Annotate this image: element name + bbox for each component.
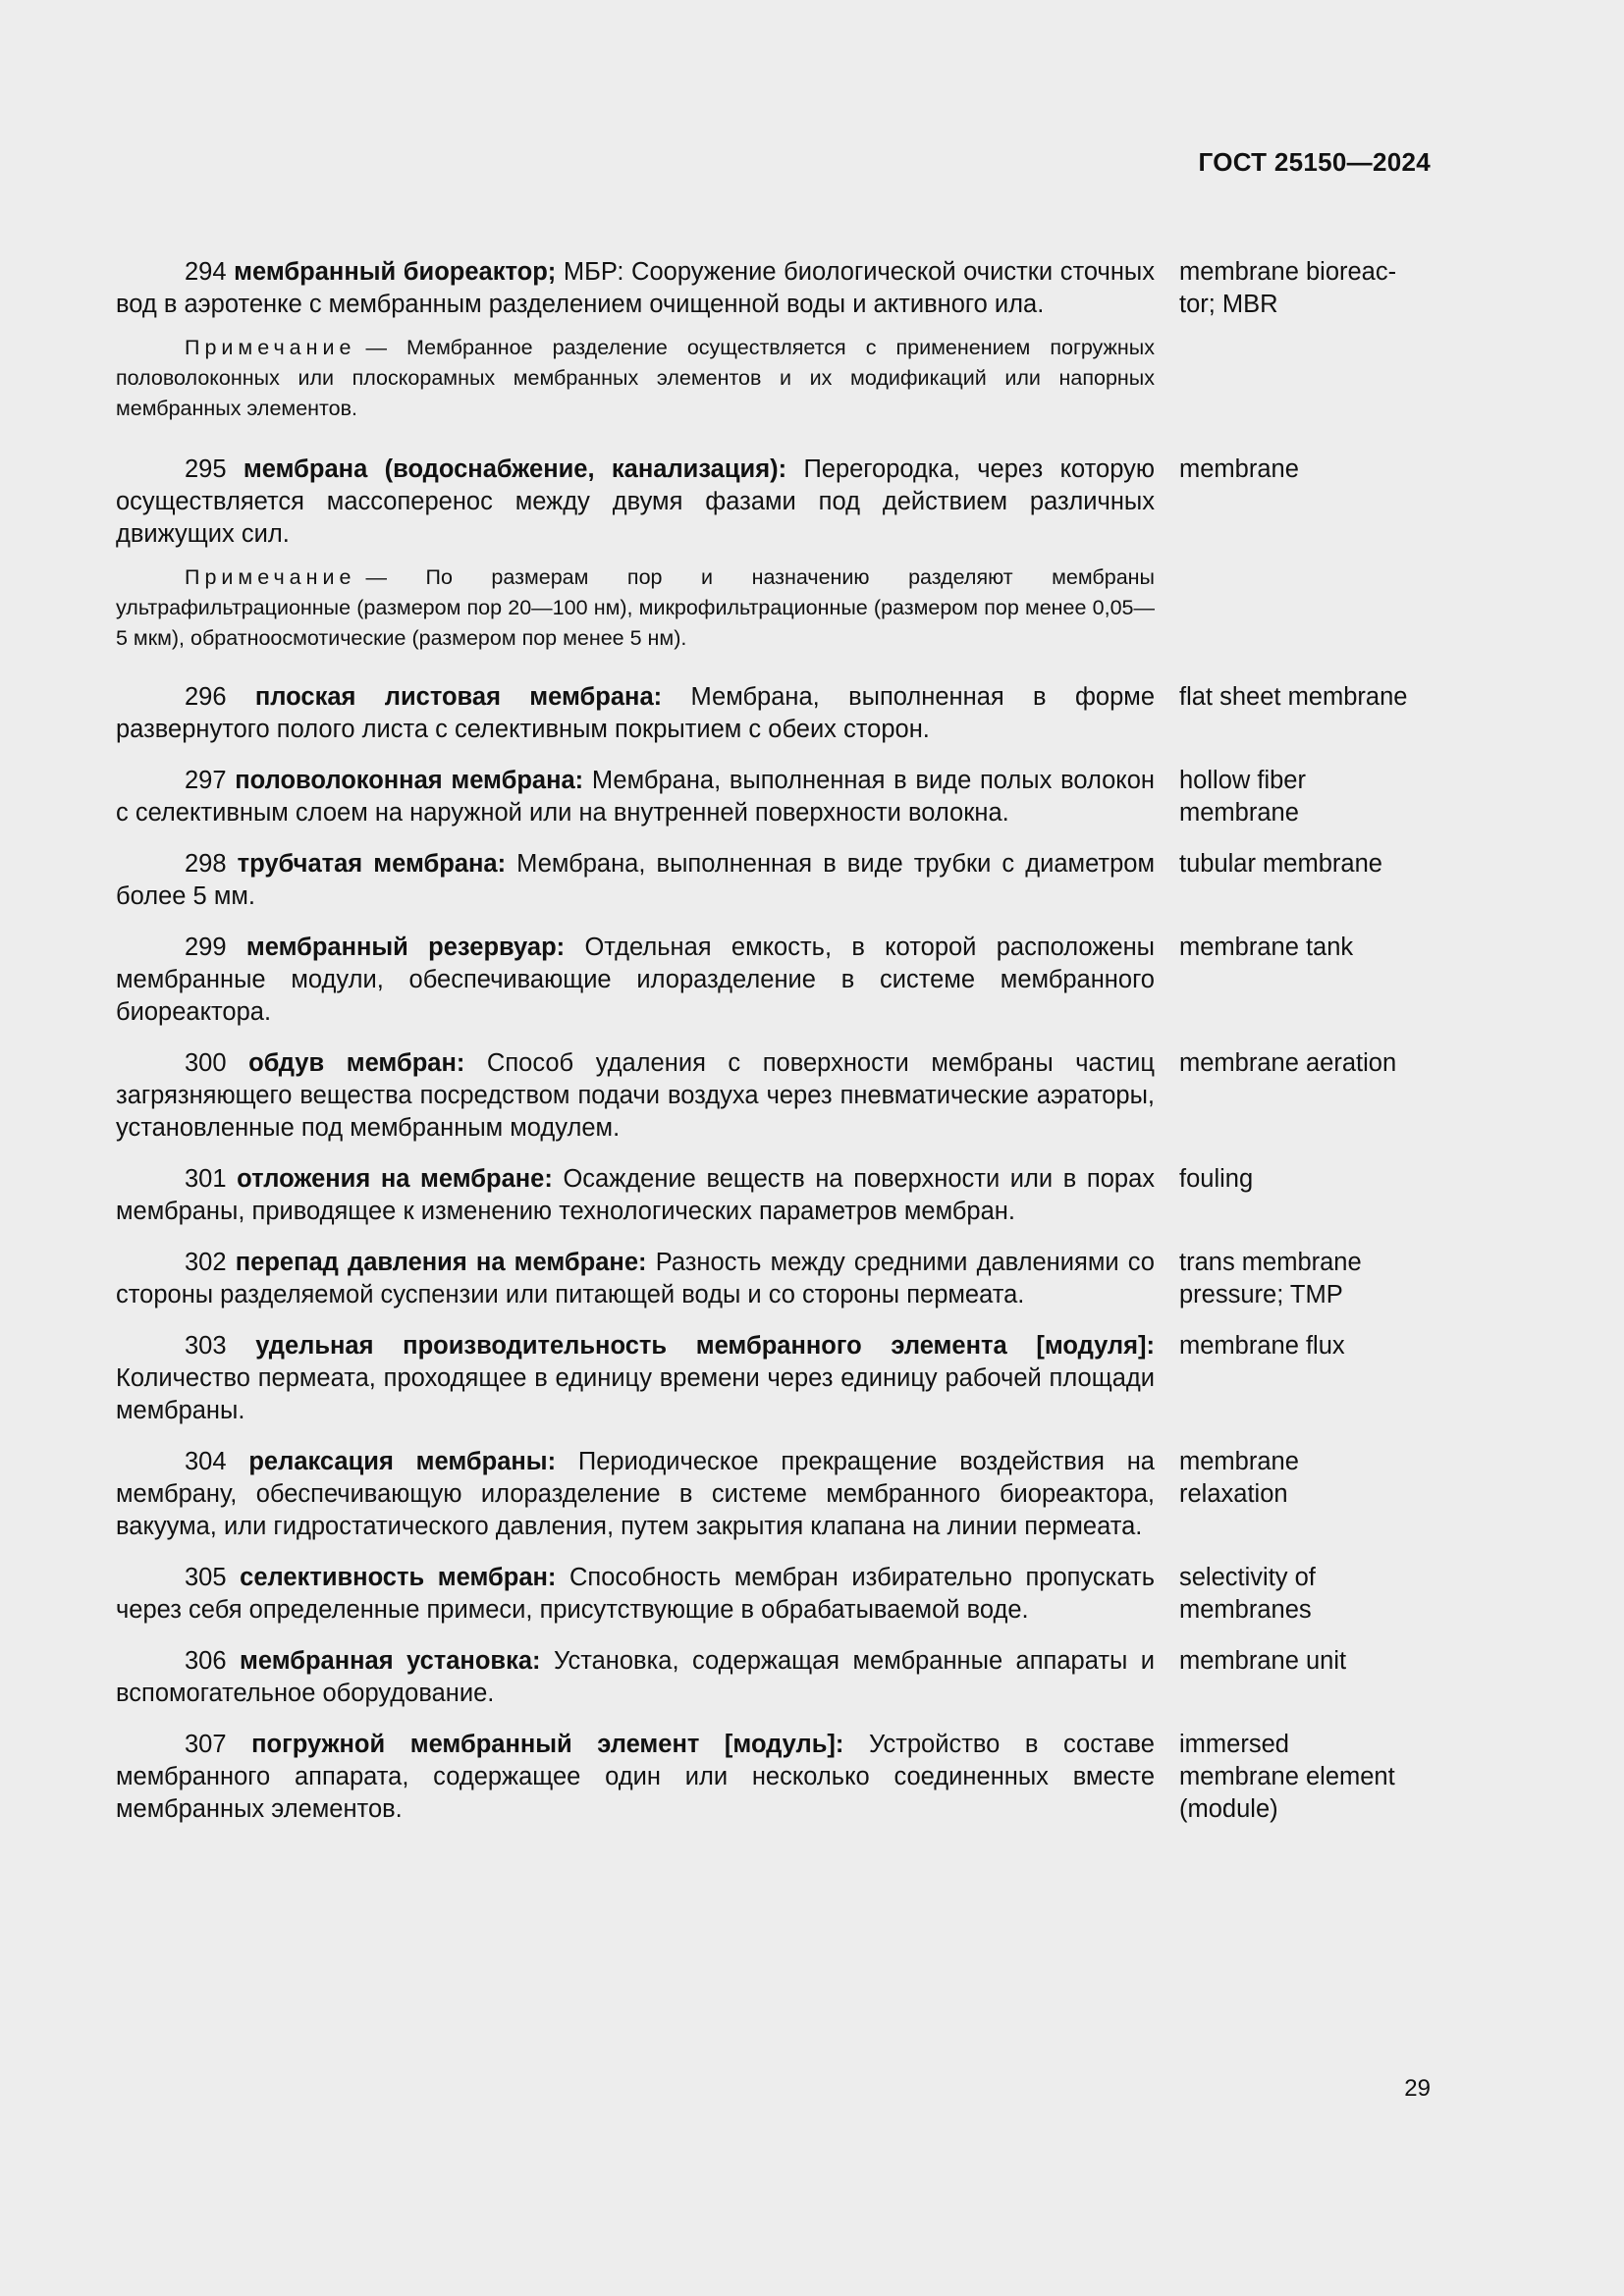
term-name: селективность мембран: [240, 1564, 557, 1591]
term-definition-block [116, 256, 1155, 424]
term-definition-block [116, 1729, 1155, 1826]
term-name: плоская листовая мембрана: [254, 683, 663, 711]
term-definition: Мембрана, выполненная в форме развернутого полого листа с селективным покрытием с обеих сторон. [116, 683, 1156, 743]
term-entry-306 [116, 1645, 1432, 1710]
term-definition-block [116, 1562, 1155, 1627]
term-number: 303 [185, 1332, 227, 1360]
term-name: отложения на мембране: [237, 1165, 553, 1193]
term-number: 298 [185, 850, 227, 878]
term-entry-295 [116, 454, 1432, 654]
term-definition-block [116, 765, 1155, 829]
term-definition-block [116, 1645, 1155, 1710]
term-definition: Мембрана, выполненная в виде полых волокон с селективным слоем на наружной или на внутренней поверхности волокна. [116, 767, 1156, 827]
term-list [116, 238, 1432, 1826]
english-equivalent: tubular membrane [1179, 850, 1382, 878]
term-definition: Установка, содержащая мембранные аппараты и вспомогательное оборудование. [116, 1647, 1156, 1707]
term-name: трубчатая мембрана: [237, 850, 507, 878]
term-definition-block [116, 1247, 1155, 1311]
term-entry-297 [116, 765, 1432, 829]
term-number: 295 [185, 455, 227, 483]
term-entry-304 [116, 1446, 1432, 1543]
term-entry-302 [116, 1247, 1432, 1311]
term-definition: Осаждение веществ на поверхности или в порах мембраны, приводящее к изменению технологических параметров мембран. [116, 1165, 1156, 1225]
term-number: 304 [185, 1448, 227, 1475]
term-name: обдув мембран: [248, 1049, 465, 1077]
term-note [116, 562, 1155, 654]
english-equivalent: membrane flux [1179, 1332, 1345, 1360]
term-entry-299 [116, 932, 1432, 1029]
english-equivalent: selectivity of membranes [1179, 1564, 1316, 1624]
term-name: мембранная установка: [239, 1647, 541, 1675]
term-definition: Отдельная емкость, в которой расположены мембранные модули, обеспечивающие илоразделение в системе мембранного биореактора. [116, 934, 1155, 1026]
term-number: 301 [185, 1165, 227, 1193]
term-name: мембрана (водоснабжение, канализация): [243, 455, 787, 483]
term-definition: Количество пермеата, проходящее в единицу времени через единицу рабочей площади мембраны. [116, 1364, 1155, 1424]
term-name: погружной мембранный элемент [модуль]: [251, 1731, 844, 1758]
term-definition-block [116, 848, 1155, 913]
term-entry-303 [116, 1330, 1432, 1427]
note-label: Примечание [185, 565, 356, 589]
english-equivalent: membrane relaxation [1179, 1448, 1299, 1508]
page-number: 29 [1404, 2075, 1431, 2102]
term-name: мембранный биореактор; [234, 258, 557, 286]
term-number: 300 [185, 1049, 227, 1077]
english-equivalent: fouling [1179, 1165, 1254, 1193]
english-equivalent: membrane bioreac- tor; MBR [1179, 258, 1397, 318]
note-text: — Мембранное разделение осуществляется с применением погружных половолоконных или плоскорамных мембранных элементов и их модификаций или напорных мембранных элементов. [116, 336, 1155, 420]
english-equivalent: membrane aeration [1179, 1049, 1397, 1077]
term-entry-301 [116, 1163, 1432, 1228]
term-number: 306 [185, 1647, 227, 1675]
english-equivalent: membrane tank [1179, 934, 1354, 961]
term-entry-294 [116, 256, 1432, 424]
term-definition-block [116, 1163, 1155, 1228]
term-number: 297 [185, 767, 227, 794]
note-text: — По размерам пор и назначению разделяют мембраны ультрафильтрационные (размером пор 20—100 нм), микрофильтрационные (размером пор менее 0,05—5 мкм), обратноосмотические (размером пор менее 5 нм). [116, 565, 1155, 650]
term-number: 296 [185, 683, 227, 711]
term-number: 307 [185, 1731, 227, 1758]
term-definition: Периодическое прекращение воздействия на мембрану, обеспечивающую илоразделение в системе мембранного биореактора, вакуума, или гидростатического давления, путем закрытия клапана на линии пермеата. [116, 1448, 1155, 1540]
standard-designation: ГОСТ 25150—2024 [1198, 147, 1431, 177]
term-name: релаксация мембраны: [248, 1448, 557, 1475]
term-definition: Способность мембран избирательно пропускать через себя определенные примеси, присутствующие в обрабатываемой воде. [116, 1564, 1155, 1624]
term-definition: Разность между средними давлениями со стороны разделяемой суспензии или питающей воды и со стороны пермеата. [116, 1249, 1155, 1308]
term-definition-block [116, 681, 1155, 746]
term-definition: Мембрана, выполненная в виде трубки с диаметром более 5 мм. [116, 850, 1155, 910]
english-equivalent: immersed membrane element (module) [1179, 1731, 1395, 1823]
term-note [116, 333, 1155, 424]
english-equivalent: trans membrane pressure; TMP [1179, 1249, 1362, 1308]
term-definition: МБР: Сооружение биологической очистки сточных вод в аэротенке с мембранным разделением очищенной воды и активного ила. [116, 258, 1155, 318]
term-name: перепад давления на мембране: [235, 1249, 647, 1276]
term-number: 302 [185, 1249, 227, 1276]
english-equivalent: membrane [1179, 455, 1299, 483]
english-equivalent: hollow fiber membrane [1179, 767, 1306, 827]
english-equivalent: flat sheet membrane [1179, 683, 1408, 711]
term-entry-298 [116, 848, 1432, 913]
term-definition: Устройство в составе мембранного аппарата, содержащее один или несколько соединенных вместе мембранных элементов. [116, 1731, 1155, 1823]
note-label: Примечание [185, 336, 356, 359]
term-name: удельная производительность мембранного элемента [модуля]: [255, 1332, 1155, 1360]
term-number: 294 [185, 258, 227, 286]
term-number: 305 [185, 1564, 227, 1591]
term-definition: Способ удаления с поверхности мембраны частиц загрязняющего вещества посредством подачи воздуха через пневматические аэраторы, установленные под мембранным модулем. [116, 1049, 1155, 1142]
term-definition-block [116, 1446, 1155, 1543]
term-definition-block [116, 454, 1155, 654]
term-definition-block [116, 932, 1155, 1029]
term-entry-300 [116, 1047, 1432, 1145]
term-definition: Перегородка, через которую осуществляется массоперенос между двумя фазами под действием различных движущих сил. [116, 455, 1155, 548]
term-definition-block [116, 1047, 1155, 1145]
term-entry-296 [116, 681, 1432, 746]
term-entry-307 [116, 1729, 1432, 1826]
term-name: половолоконная мембрана: [235, 767, 584, 794]
term-entry-305 [116, 1562, 1432, 1627]
term-definition-block [116, 1330, 1155, 1427]
term-name: мембранный резервуар: [245, 934, 566, 961]
english-equivalent: membrane unit [1179, 1647, 1347, 1675]
term-number: 299 [185, 934, 227, 961]
